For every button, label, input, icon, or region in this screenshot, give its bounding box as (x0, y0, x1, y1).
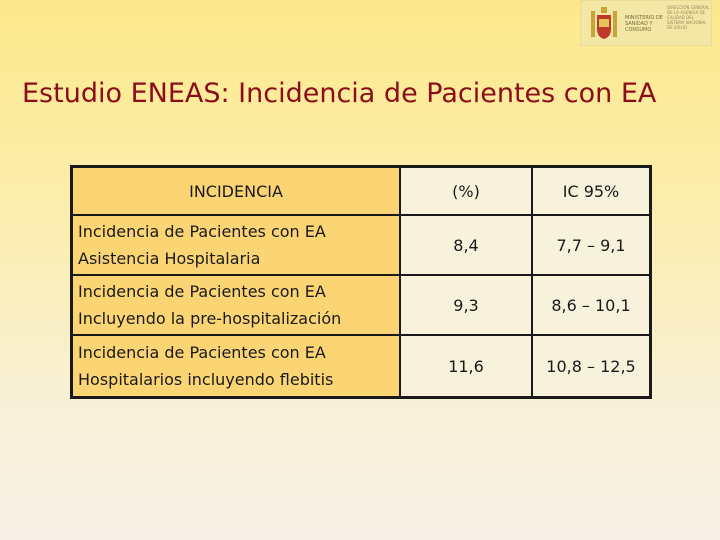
row-ic: 8,6 – 10,1 (532, 275, 651, 335)
row-label-line1: Incidencia de Pacientes con EA (78, 282, 326, 301)
row-label-line2: Incluyendo la pre-hospitalización (78, 309, 342, 328)
table-row (72, 275, 651, 335)
row-label (72, 275, 401, 335)
row-label (72, 215, 401, 275)
coat-of-arms-icon (587, 5, 621, 43)
row-label-line2: Asistencia Hospitalaria (78, 249, 261, 268)
logo-ministry-text: MINISTERIO DE SANIDAD Y CONSUMO (625, 15, 663, 33)
row-percent: 11,6 (400, 335, 532, 398)
page-title: Estudio ENEAS: Incidencia de Pacientes con EA (22, 78, 657, 109)
ministry-logo (580, 0, 712, 46)
row-label-line1: Incidencia de Pacientes con EA (78, 222, 326, 241)
incidence-table (70, 165, 652, 399)
row-percent: 8,4 (400, 215, 532, 275)
row-ic: 10,8 – 12,5 (532, 335, 651, 398)
row-label-line2: Hospitalarios incluyendo flebitis (78, 370, 334, 389)
row-label-line1: Incidencia de Pacientes con EA (78, 343, 326, 362)
row-label (72, 335, 401, 398)
table-row (72, 335, 651, 398)
logo-agency-text: DIRECCIÓN GENERAL DE LA AGENCIA DE CALIDAD DEL SISTEMA NACIONAL DE SALUD (667, 5, 710, 30)
table-header-row (72, 167, 651, 216)
row-percent: 9,3 (400, 275, 532, 335)
header-ic95: IC 95% (532, 167, 651, 216)
row-ic: 7,7 – 9,1 (532, 215, 651, 275)
table-row (72, 215, 651, 275)
header-incidencia: INCIDENCIA (72, 167, 401, 216)
header-percent: (%) (400, 167, 532, 216)
